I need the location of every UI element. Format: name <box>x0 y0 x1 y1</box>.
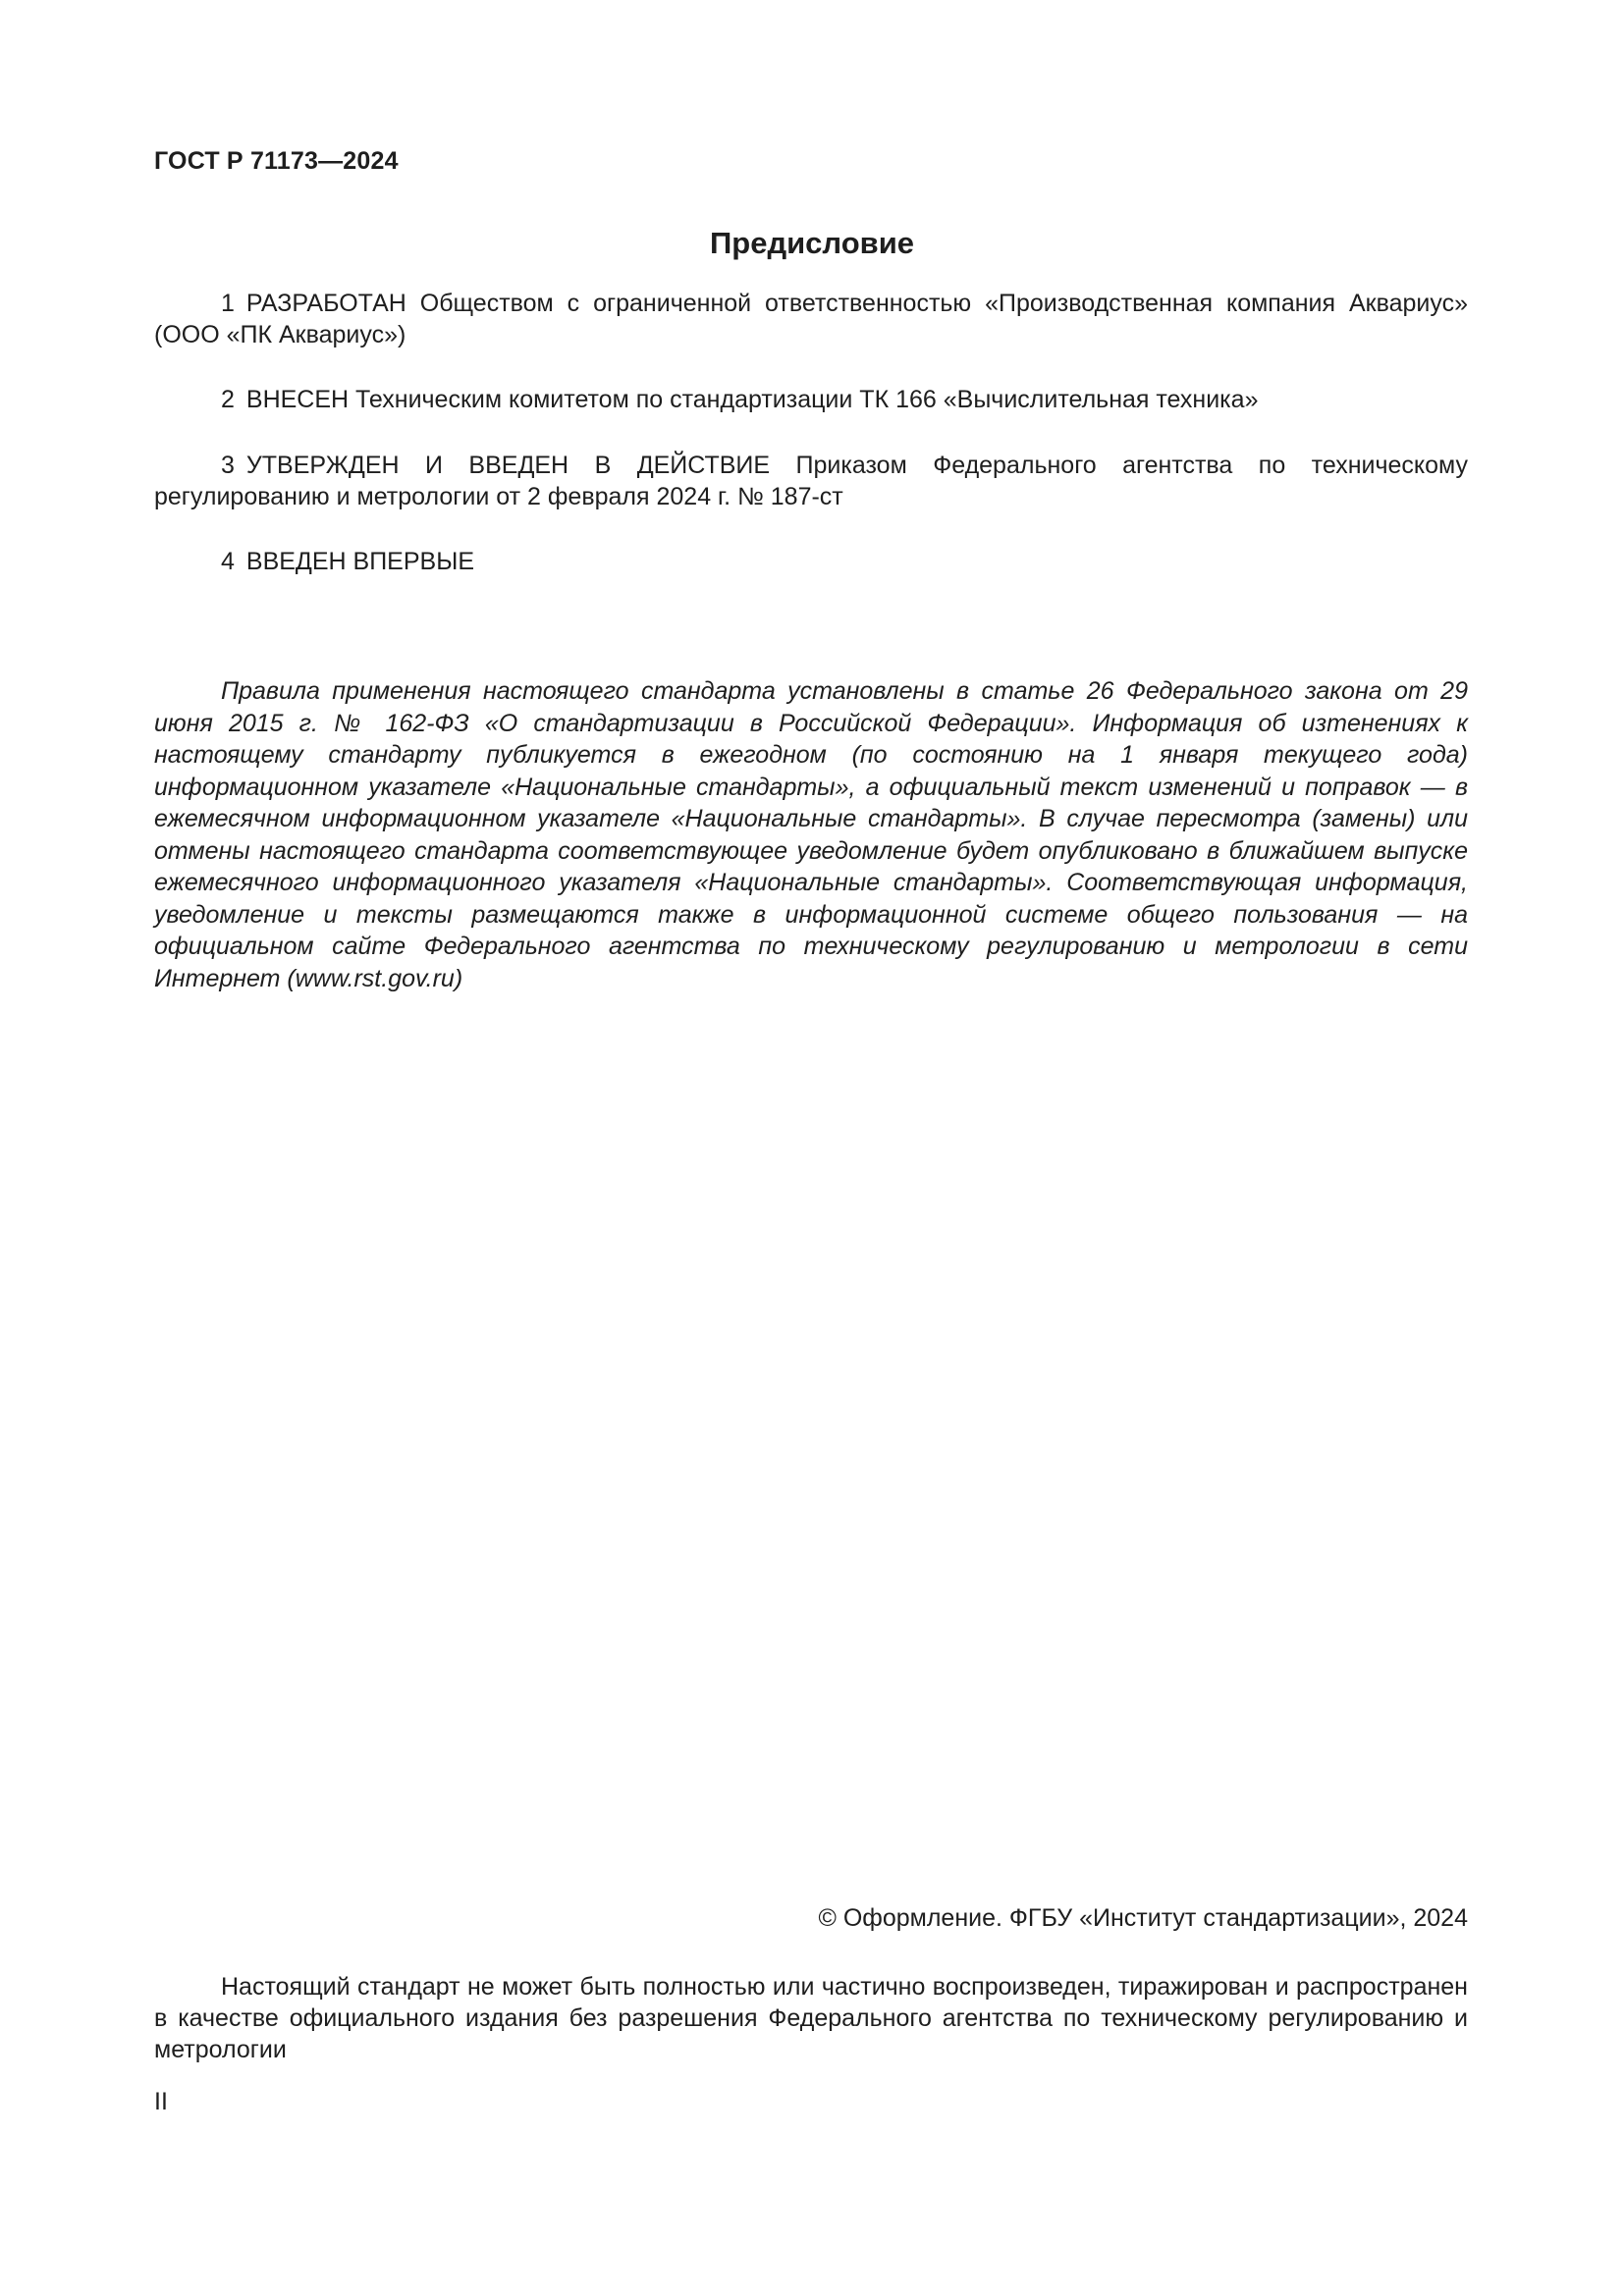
page-title: Предисловие <box>709 226 914 260</box>
copyright-notice: © Оформление. ФГБУ «Институт стандартизации», 2024 <box>818 1904 1468 1932</box>
foreword-item-text: ВВЕДЕН ВПЕРВЫЕ <box>245 548 475 575</box>
foreword-item-number: 1 <box>221 290 235 317</box>
standard-usage-notice: Правила применения настоящего стандарта установлены в статье 26 Федерального закона от 29 июня 2015 г. № 162-ФЗ «О стандартизации в Российской Федерации». Информация об изmенениях к настоящему стандарту публикуется в ежегодном (по состоянию на 1 января текущего года) информационном указателе «Национальные стандарты», а официальный текст изменений и поправок — в ежемесячном информационном указателе «Национальные стандарты». В случае пересмотра (замены) или отмены настоящего стандарта соответствующее уведомление будет опубликовано в ближайшем выпуске ежемесячного информационного указателя «Национальные стандарты». Соответствующая информация, уведомление и тексты размещаются также в информационной системе общего пользования — на официальном сайте Федерального агентства по техническому регулированию и метрологии в сети Интернет (www.rst.gov.ru) <box>154 677 1468 992</box>
foreword-item-number: 4 <box>221 548 235 575</box>
page-number: II <box>154 2088 168 2115</box>
reproduction-restriction-notice: Настоящий стандарт не может быть полностью или частично воспроизведен, тиражирован и распространен в качестве официального издания без разрешения Федерального агентства по техническому регулированию и метрологии <box>154 1973 1468 2063</box>
foreword-item-text: РАЗРАБОТАН Обществом с ограниченной ответственностью «Производственная компания Аквариус» (ООО «ПК Аквариус») <box>154 290 1468 348</box>
foreword-item-text: УТВЕРЖДЕН И ВВЕДЕН В ДЕЙСТВИЕ Приказом Федерального агентства по техническому регулированию и метрологии от 2 февраля 2024 г. № 187-ст <box>154 452 1468 510</box>
foreword-item-number: 3 <box>221 452 235 479</box>
foreword-item-text: ВНЕСЕН Техническим комитетом по стандартизации ТК 166 «Вычислительная техника» <box>245 386 1259 413</box>
foreword-item-1 <box>154 288 1468 350</box>
foreword-item-2 <box>154 384 1468 415</box>
document-code: ГОСТ Р 71173—2024 <box>154 147 399 175</box>
foreword-item-4 <box>154 546 1468 577</box>
foreword-item-number: 2 <box>221 386 235 413</box>
foreword-item-3 <box>154 450 1468 512</box>
